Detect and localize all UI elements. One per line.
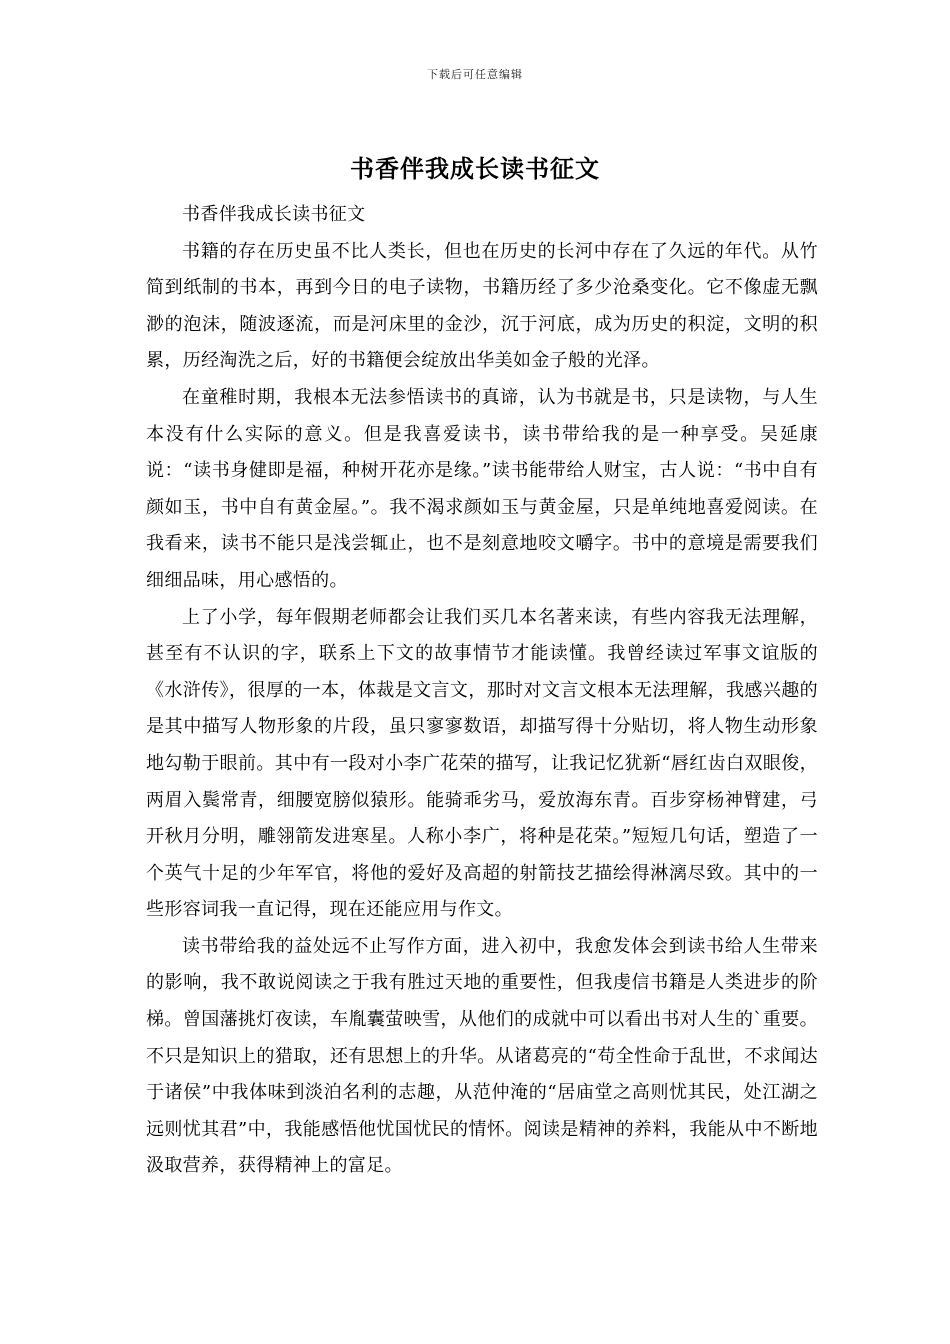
- header-note: 下载后可任意编辑: [427, 68, 523, 81]
- paragraph: 书籍的存在历史虽不比人类长，但也在历史的长河中存在了久远的年代。从竹简到纸制的书本，再到今日的电子读物，书籍历经了多少沧桑变化。它不像虚无飘渺的泡沫，随波逐流，而是河床里的金沙，沉于河底，成为历史的积淀，文明的积累，历经淘洗之后，好的书籍便会绽放出华美如金子般的光泽。: [146, 240, 818, 372]
- paragraph-subtitle: 书香伴我成长读书征文: [182, 204, 366, 225]
- paragraph: 上了小学，每年假期老师都会让我们买几本名著来读，有些内容我无法理解，甚至有不认识的字，联系上下文的故事情节才能读懂。我曾经读过军事文谊版的《水浒传》，很厚的一本，体裁是文言文，那时对文言文根本无法理解，我感兴趣的是其中描写人物形象的片段，虽只寥寥数语，却描写得十分贴切，将人物生动形象地勾勒于眼前。其中有一段对小李广花荣的描写，让我记忆犹新“唇红齿白双眼俊，两眉入鬓常青，细腰宽膀似猿形。能骑乖劣马，爱放海东青。百步穿杨神臂建，弓开秋月分明，雕翎箭发进寒星。人称小李广，将种是花荣。”短短几句话，塑造了一个英气十足的少年军官，将他的爱好及高超的射箭技艺描绘得淋漓尽致。其中的一些形容词我一直记得，现在还能应用与作文。: [146, 606, 818, 921]
- document-title: 书香伴我成长读书征文: [350, 154, 600, 183]
- paragraph: 读书带给我的益处远不止写作方面，进入初中，我愈发体会到读书给人生带来的影响，我不敢说阅读之于我有胜过天地的重要性，但我虔信书籍是人类进步的阶梯。曾国藩挑灯夜读，车胤囊萤映雪，从他们的成就中可以看出书对人生的`重要。不只是知识上的猎取，还有思想上的升华。从诸葛亮的“苟全性命于乱世，不求闻达于诸侯”中我体味到淡泊名利的志趣，从范仲淹的“居庙堂之高则忧其民，处江湖之远则忧其君”中，我能感悟他忧国忧民的情怀。阅读是精神的养料，我能从中不断地汲取营养，获得精神上的富足。: [146, 935, 818, 1177]
- document-body: [146, 197, 818, 1185]
- paragraph: 在童稚时期，我根本无法参悟读书的真谛，认为书就是书，只是读物，与人生本没有什么实际的意义。但是我喜爱读书，读书带给我的是一种享受。吴延康说：“读书身健即是福，种树开花亦是缘。”读书能带给人财宝，古人说：“书中自有颜如玉，书中自有黄金屋。”。我不渴求颜如玉与黄金屋，只是单纯地喜爱阅读。在我看来，读书不能只是浅尝辄止，也不是刻意地咬文嚼字。书中的意境是需要我们细细品味，用心感悟的。: [146, 386, 818, 591]
